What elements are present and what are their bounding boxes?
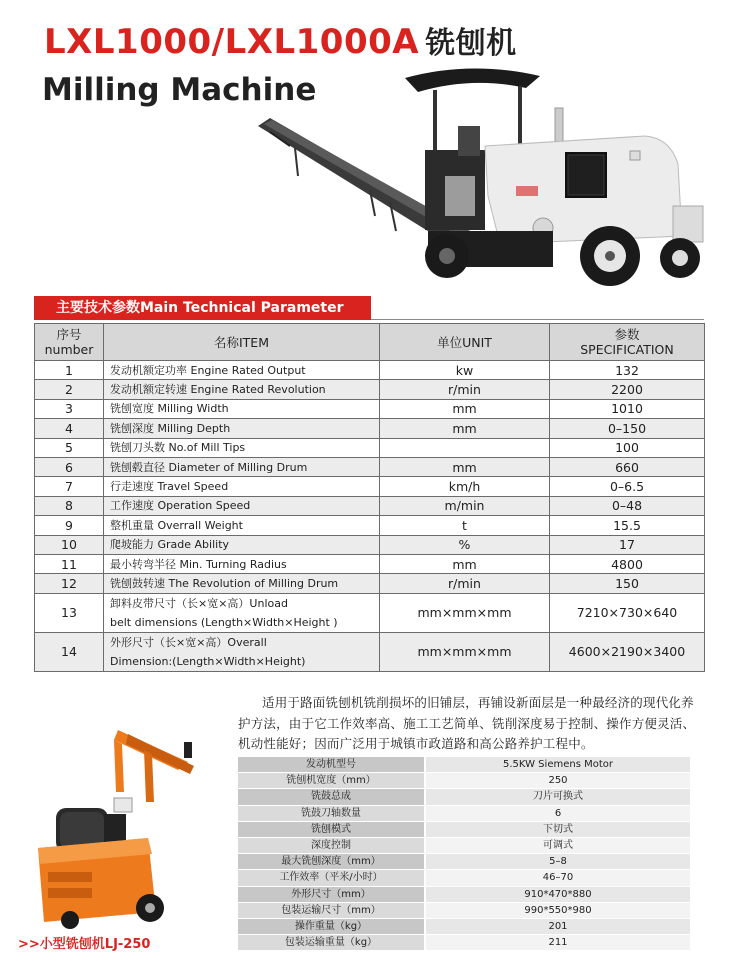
- table-row: 2 发动机额定转速 Engine Rated Revolution r/min 2200: [35, 380, 705, 399]
- table-row: 14 外形尺寸（长×宽×高）Overall Dimension:(Length×Width×Height) mm×mm×mm 4600×2190×3400: [35, 632, 705, 671]
- spec-row: 发动机型号 5.5KW Siemens Motor: [238, 757, 690, 772]
- header-number: 序号 number: [35, 324, 104, 361]
- spec-row: 包装运输重量（kg） 211: [238, 935, 690, 950]
- spec-row: 铣刨机宽度（mm） 250: [238, 773, 690, 788]
- page-subtitle: Milling Machine: [42, 72, 317, 108]
- small-machine-caption: >>小型铣刨机LJ-250: [18, 937, 151, 952]
- milling-machine-image: [250, 66, 710, 291]
- description-paragraph: 适用于路面铣刨机铣削损坏的旧铺层，再铺设新面层是一种最经济的现代化养护方法，由于它工作效率高、施工工艺简单、铣削深度易于控制、操作方便灵活、机动性能好；因而广泛用于城镇市政道路和高公路养护工程中。: [238, 695, 696, 751]
- table-header-row: [35, 324, 705, 361]
- spec-row: 包装运输尺寸（mm） 990*550*980: [238, 903, 690, 918]
- spec-row: 铣鼓总成 刀片可换式: [238, 789, 690, 804]
- header-item: 名称ITEM: [104, 324, 380, 361]
- section-title: 主要技术参数Main Technical Parameter: [34, 296, 371, 320]
- page-title: [44, 18, 517, 62]
- small-machine-spec-table: [238, 756, 690, 951]
- small-milling-machine-image: [18, 722, 218, 932]
- table-row: 5 铣刨刀头数 No.of Mill Tips 100: [35, 438, 705, 457]
- model-name: LXL1000/LXL1000A: [44, 22, 420, 62]
- table-row: 3 铣刨宽度 Milling Width mm 1010: [35, 399, 705, 418]
- model-name-cn: 铣刨机: [425, 26, 517, 61]
- main-parameter-table: [34, 323, 705, 672]
- table-row: 13 卸料皮带尺寸（长×宽×高）Unload belt dimensions (Length×Width×Height ) mm×mm×mm 7210×730×640: [35, 593, 705, 632]
- table-row: 6 铣刨毂直径 Diameter of Milling Drum mm 660: [35, 457, 705, 476]
- spec-row: 外形尺寸（mm） 910*470*880: [238, 887, 690, 902]
- table-row: 11 最小转弯半径 Min. Turning Radius mm 4800: [35, 554, 705, 573]
- spec-row: 铣鼓刀轴数量 6: [238, 806, 690, 821]
- spec-row: 最大铣刨深度（mm） 5–8: [238, 854, 690, 869]
- table-row: 10 爬坡能力 Grade Ability % 17: [35, 535, 705, 554]
- table-row: 4 铣刨深度 Milling Depth mm 0–150: [35, 419, 705, 438]
- table-row: 12 铣刨鼓转速 The Revolution of Milling Drum r/min 150: [35, 574, 705, 593]
- spec-row: 工作效率（平米/小时） 46–70: [238, 870, 690, 885]
- table-row: 9 整机重量 Overrall Weight t 15.5: [35, 516, 705, 535]
- spec-row: 铣刨模式 下切式: [238, 822, 690, 837]
- header-spec: 参数 SPECIFICATION: [550, 324, 705, 361]
- spec-row: 操作重量（kg） 201: [238, 919, 690, 934]
- section-divider: [371, 319, 704, 320]
- table-row: 1 发动机额定功率 Engine Rated Output kw 132: [35, 361, 705, 380]
- table-row: 7 行走速度 Travel Speed km/h 0–6.5: [35, 477, 705, 496]
- spec-row: 深度控制 可调式: [238, 838, 690, 853]
- table-row: 8 工作速度 Operation Speed m/min 0–48: [35, 496, 705, 515]
- header-unit: 单位UNIT: [380, 324, 550, 361]
